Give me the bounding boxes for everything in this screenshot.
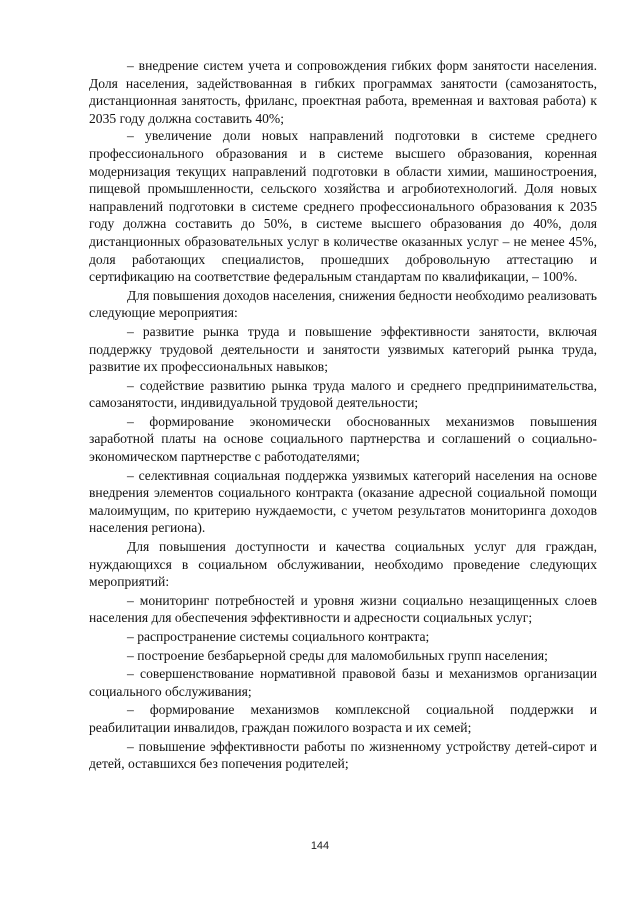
- paragraph-flexible-employment: – внедрение систем учета и сопровождения гибких форм занятости населения. Доля населения, задействованная в гибких программах занятости (самозанятость, дистанционная занятость, фриланс, проектная работа, временная и вахтовая работа) к 2035 году должна составить 40%;: [89, 58, 597, 126]
- paragraph-labor-market: – развитие рынка труда и повышение эффективности занятости, включая поддержку трудовой деятельности и занятости уязвимых категорий рынка труда, развитие их профессиональных навыков;: [89, 323, 597, 375]
- page-number: 144: [310, 840, 330, 852]
- paragraph-rehabilitation: – формирование механизмов комплексной социальной поддержки и реабилитации инвалидов, граждан пожилого возраста и их семей;: [89, 702, 597, 735]
- paragraph-social-services-intro: Для повышения доступности и качества социальных услуг для граждан, нуждающихся в социальном обслуживании, необходимо проведение следующих мероприятий:: [89, 539, 597, 590]
- paragraph-social-contract-spread: – распространение системы социального контракта;: [127, 629, 430, 644]
- paragraph-education-directions: – увеличение доли новых направлений подготовки в системе среднего профессионального образования и в системе высшего образования, коренная модернизация текущих направлений подготовки в области химии, машиностроения, пищевой промышленности, сельского хозяйства и агробиотехнологий. Доля новых направлений подготовки в системе среднего профессионального образования к 2035 году должна составить до 50%, в системе высшего образования до 40%, доля дистанционных образовательных услуг в количестве оказанных услуг – не менее 45%, доля работающих специалистов, прошедших добровольную аттестацию и сертификацию на соответствие федеральным стандартам по квалификации, – 100%.: [89, 128, 597, 285]
- paragraph-social-contract-support: – селективная социальная поддержка уязвимых категорий населения на основе внедрения элементов социального контракта (оказание адресной социальной помощи малоимущим, по критерию нуждаемости, с учетом результатов мониторинга доходов населения региона).: [89, 467, 597, 536]
- paragraph-monitoring-needs: – мониторинг потребностей и уровня жизни социально незащищенных слоев населения для обеспечения эффективности и адресности социальных услуг;: [89, 592, 597, 626]
- paragraph-wage-mechanisms: – формирование экономически обоснованных механизмов повышения заработной платы на основе социального партнерства и соглашений о социально-экономическом партнерстве с работодателями;: [89, 413, 597, 465]
- paragraph-legal-framework: – совершенствование нормативной правовой базы и механизмов организации социального обслуживания;: [89, 666, 597, 699]
- paragraph-small-business: – содействие развитию рынка труда малого и среднего предпринимательства, самозанятости, индивидуальной трудовой деятельности;: [89, 377, 597, 411]
- paragraph-income-measures-intro: Для повышения доходов населения, снижения бедности необходимо реализовать следующие мероприятия:: [89, 287, 597, 321]
- paragraph-orphans: – повышение эффективности работы по жизненному устройству детей-сирот и детей, оставшихся без попечения родителей;: [89, 738, 597, 772]
- paragraph-barrier-free: – построение безбарьерной среды для маломобильных групп населения;: [127, 647, 548, 663]
- document-page: [89, 57, 597, 773]
